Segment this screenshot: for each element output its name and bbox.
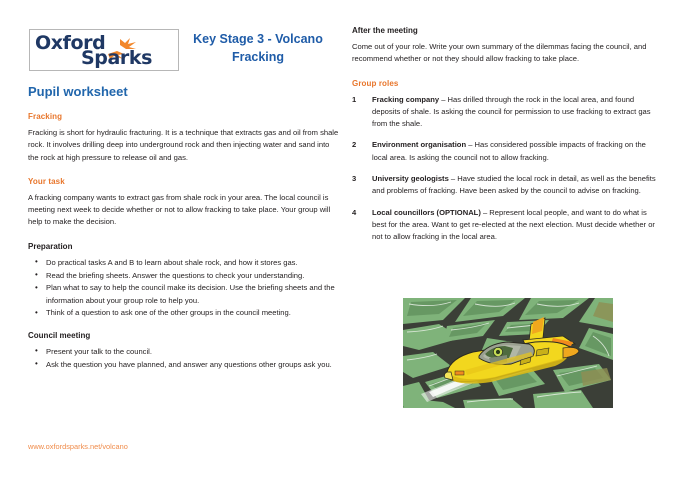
list-item <box>352 173 660 198</box>
role-number: 3 <box>352 174 357 184</box>
role-number: 4 <box>352 207 357 217</box>
document-title <box>178 30 338 66</box>
list-item <box>352 94 660 131</box>
role-number: 2 <box>352 140 357 150</box>
submarine-illustration <box>403 298 613 408</box>
role-description: – Have studied the local rock in detail, as well as the benefits and problems of fracking. Have been asked by the council to advise on fracking. <box>372 174 656 196</box>
list-item: • Present your talk to the council. <box>46 346 340 358</box>
oxford-sparks-logo <box>29 29 179 71</box>
footer-url[interactable]: www.oxfordsparks.net/volcano <box>28 442 128 451</box>
document-title-line2: Fracking <box>231 50 285 65</box>
heading-fracking: Fracking <box>28 112 63 121</box>
list-item: • Think of a question to ask one of the other groups in the council meeting. <box>46 307 340 319</box>
list-item: • Read the briefing sheets. Answer the questions to check your understanding. <box>46 270 340 282</box>
role-description: – Has drilled through the rock in the local area, and found deposits of shale. Is asking the council for permission to use fracking to extract gas from the shale. <box>372 94 651 129</box>
paragraph-fracking: Fracking is short for hydraulic fracturing. It is a technique that extracts gas and oil from shale rock. It involves drilling deep into underground rock and then injecting water and sand into the rock at high pressure to release oil and gas. <box>28 128 339 162</box>
role-description: – Represent local people, and want to do what is best for the area. Want to get re-elected at the next election. Must decide whether or not to allow fracking in the local area. <box>372 207 655 242</box>
heading-preparation: Preparation <box>28 241 73 251</box>
list-item <box>352 139 660 164</box>
role-name: University geologists <box>372 174 449 184</box>
role-number: 1 <box>352 94 357 104</box>
document-title-line1: Key Stage 3 - Volcano <box>193 32 323 46</box>
list-item: • Plan what to say to help the council make its decision. Use the briefing sheets and the information about your group role to help you. <box>46 282 340 307</box>
left-column <box>28 26 340 371</box>
group-roles-list <box>352 94 660 244</box>
role-name: Fracking company <box>372 94 440 104</box>
paragraph-your-task: A fracking company wants to extract gas from shale rock in your area. The local council is meeting next week to decide whether or not to allow fracking to take place. Your group will help to make the decision. <box>28 192 331 227</box>
logo-word-sparks: Sparks <box>81 47 153 69</box>
list-item: • Ask the question you have planned, and answer any questions other groups ask you. <box>46 359 340 371</box>
submarine-illustration-graphic <box>403 298 613 408</box>
role-name: Local councillors (OPTIONAL) <box>372 207 481 217</box>
heading-council-meeting: Council meeting <box>28 330 91 340</box>
right-column <box>352 26 660 253</box>
paragraph-after-the-meeting: Come out of your role. Write your own summary of the dilemmas facing the council, and recommend whether or not they should allow fracking to take place. <box>352 42 647 64</box>
role-name: Environment organisation <box>372 140 467 150</box>
list-item: • Do practical tasks A and B to learn about shale rock, and how it stores gas. <box>46 257 340 269</box>
council-meeting-bullet-list <box>28 346 340 371</box>
heading-group-roles: Group roles <box>352 78 399 88</box>
header-row <box>28 26 340 76</box>
role-description: – Has considered possible impacts of fracking on the local area. Is asking the council not to allow fracking. <box>372 140 646 162</box>
heading-your-task: Your task <box>28 176 65 186</box>
list-item <box>352 207 660 244</box>
preparation-bullet-list <box>28 257 340 320</box>
page-title: Pupil worksheet <box>28 84 128 99</box>
logo-word-oxford: Oxford <box>35 32 106 54</box>
heading-after-the-meeting: After the meeting <box>352 26 418 35</box>
